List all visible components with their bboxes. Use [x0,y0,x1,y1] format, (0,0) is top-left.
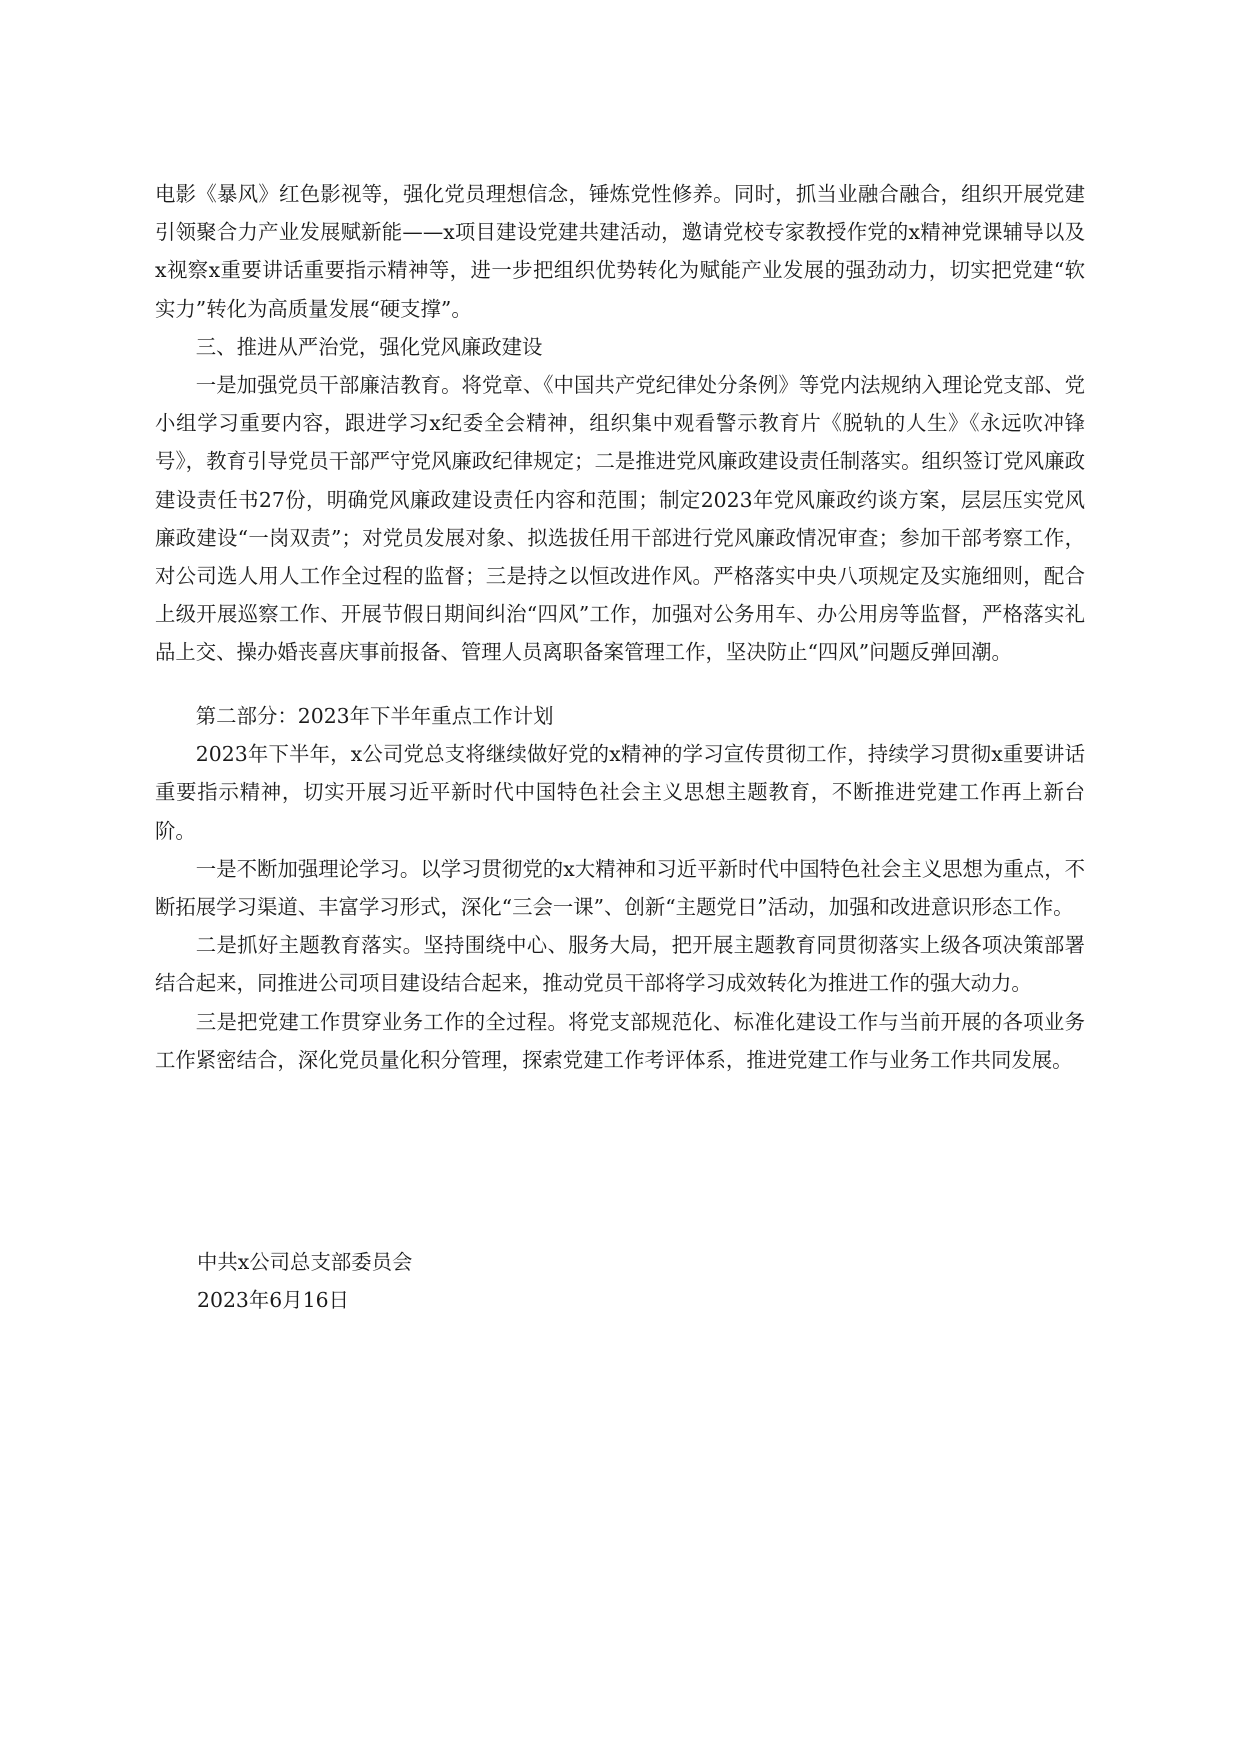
document-section-1 [155,175,1085,672]
signature-block [197,1243,797,1319]
plan-item-1: 一是不断加强理论学习。以学习贯彻党的x大精神和习近平新时代中国特色社会主义思想为重点，不断拓展学习渠道、丰富学习形式，深化“三会一课”、创新“主题党日”活动，加强和改进意识形态工作。 [155,856,1085,920]
signature-date: 2023年6月16日 [197,1288,349,1313]
part-two-intro: 2023年下半年，x公司党总支将继续做好党的x精神的学习宣传贯彻工作，持续学习贯彻x重要讲话重要指示精神，切实开展习近平新时代中国特色社会主义思想主题教育，不断推进党建工作再上新台阶。 [155,742,1085,843]
plan-item-3: 三是把党建工作贯穿业务工作的全过程。将党支部规范化、标准化建设工作与当前开展的各项业务工作紧密结合，深化党员量化积分管理，探索党建工作考评体系，推进党建工作与业务工作共同发展。 [155,1009,1085,1072]
section-heading-three: 三、推进从严治党，强化党风廉政建设 [195,334,543,359]
signature-organization: 中共x公司总支部委员会 [197,1250,413,1274]
section-three-body: 一是加强党员干部廉洁教育。将党章、《中国共产党纪律处分条例》等党内法规纳入理论党支部、党小组学习重要内容，跟进学习x纪委全会精神，组织集中观看警示教育片《脱轨的人生》《永远吹冲锋号》，教育引导党员干部严守党风廉政纪律规定；二是推进党风廉政建设责任制落实。组织签订党风廉政建设责任书27份，明确党风廉政建设责任内容和范围；制定2023年党风廉政约谈方案，层层压实党风廉政建设“一岗双责”；对党员发展对象、拟选拔任用干部进行党风廉政情况审查；参加干部考察工作，对公司选人用人工作全过程的监督；三是持之以恒改进作风。严格落实中央八项规定及实施细则，配合上级开展巡察工作、开展节假日期间纠治“四风”工作，加强对公务用车、办公用房等监督，严格落实礼品上交、操办婚丧喜庆事前报备、管理人员离职备案管理工作，坚决防止“四风”问题反弹回潮。 [155,373,1085,665]
plan-item-2: 二是抓好主题教育落实。坚持围绕中心、服务大局，把开展主题教育同贯彻落实上级各项决策部署结合起来，同推进公司项目建设结合起来，推动党员干部将学习成效转化为推进工作的强大动力。 [155,933,1085,996]
part-two-title: 第二部分：2023年下半年重点工作计划 [195,704,554,728]
continuation-paragraph: 电影《暴风》红色影视等，强化党员理想信念，锤炼党性修养。同时，抓当业融合融合，组织开展党建引领聚合力产业发展赋新能——x项目建设党建共建活动，邀请党校专家教授作党的x精神党课辅导以及x视察x重要讲话重要指示精神等，进一步把组织优势转化为赋能产业发展的强劲动力，切实把党建“软实力”转化为高质量发展“硬支撑”。 [155,182,1085,321]
document-section-2 [155,697,1085,1079]
